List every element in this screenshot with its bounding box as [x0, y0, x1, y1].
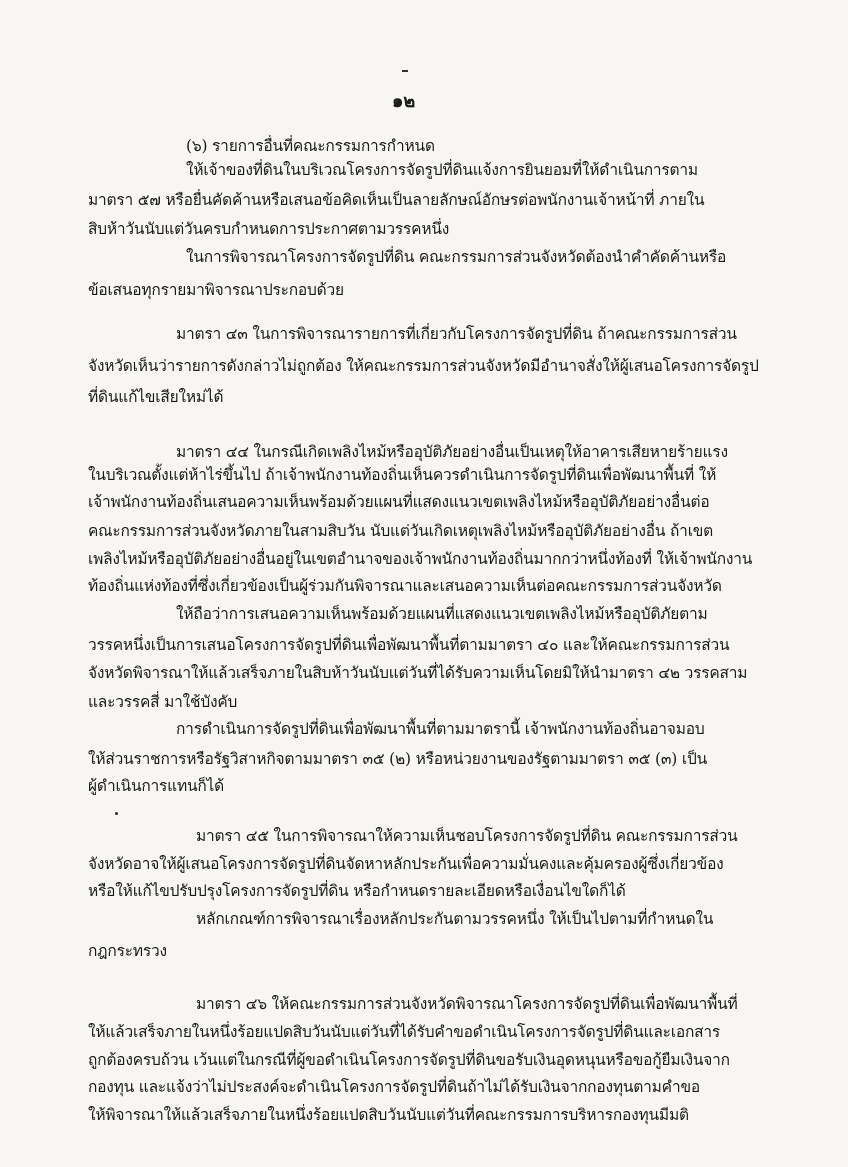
- section-44-line: ให้ส่วนราชการหรือรัฐวิสาหกิจตามมาตรา ๓๕ (๒) หรือหน่วยงานของรัฐตามมาตรา ๓๕ (๓) เป็น: [88, 750, 708, 768]
- scan-mark: [402, 70, 408, 72]
- section-46-line: ให้พิจารณาให้แล้วเสร็จภายในหนึ่งร้อยแปดสิบวันนับแต่วันที่คณะกรรมการบริหารกองทุนมีมติ: [88, 1106, 689, 1124]
- section-46-line: ให้แล้วเสร็จภายในหนึ่งร้อยแปดสิบวันนับแต่วันที่ได้รับคำขอดำเนินโครงการจัดรูปที่ดินและเอกสาร: [88, 1023, 721, 1041]
- list-item-6: (๖) รายการอื่นที่คณะกรรมการกำหนด: [186, 137, 435, 155]
- section-44-line: ในบริเวณตั้งแต่ห้าไร่ขึ้นไป ถ้าเจ้าพนักงานท้องถิ่นเห็นควรดำเนินการจัดรูปที่ดินเพื่อพัฒนาพื้นที่ ให้: [88, 466, 717, 484]
- section-44-line: วรรคหนึ่งเป็นการเสนอโครงการจัดรูปที่ดินเพื่อพัฒนาพื้นที่ตามมาตรา ๔๐ และให้คณะกรรมการส่วน: [88, 636, 730, 654]
- section-44-line: เพลิงไหม้หรืออุบัติภัยอย่างอื่นอยู่ในเขตอำนาจของเจ้าพนักงานท้องถิ่นมากกว่าหนึ่งท้องที่ ให้เจ้าพนักงาน: [88, 550, 753, 568]
- paragraph-line: สิบห้าวันนับแต่วันครบกำหนดการประกาศตามวรรคหนึ่ง: [88, 220, 450, 238]
- section-44-line: เจ้าพนักงานท้องถิ่นเสนอความเห็นพร้อมด้วยแผนที่แสดงแนวเขตเพลิงไหม้หรืออุบัติภัยอย่างอื่นต่อ: [88, 493, 710, 511]
- paragraph-line: มาตรา ๕๗ หรือยื่นคัดค้านหรือเสนอข้อคิดเห็นเป็นลายลักษณ์อักษรต่อพนักงานเจ้าหน้าที่ ภายใน: [88, 191, 705, 209]
- section-44-line: ผู้ดำเนินการแทนก็ได้: [88, 777, 225, 795]
- section-44-line: จังหวัดพิจารณาให้แล้วเสร็จภายในสิบห้าวันนับแต่วันที่ได้รับความเห็นโดยมิให้นำมาตรา ๔๒ วรรคสาม: [88, 664, 748, 682]
- section-43-line: ที่ดินแก้ไขเสียใหม่ได้: [88, 388, 224, 406]
- section-43-line: มาตรา ๔๓ ในการพิจารณารายการที่เกี่ยวกับโครงการจัดรูปที่ดิน ถ้าคณะกรรมการส่วน: [176, 325, 737, 343]
- section-45-line: หรือให้แก้ไขปรับปรุงโครงการจัดรูปที่ดิน หรือกำหนดรายละเอียดหรือเงื่อนไขใดก็ได้: [88, 882, 626, 900]
- section-46-line: ถูกต้องครบถ้วน เว้นแต่ในกรณีที่ผู้ขอดำเนินโครงการจัดรูปที่ดินขอรับเงินอุดหนุนหรือขอกู้ยืมเงินจาก: [88, 1051, 730, 1069]
- section-43-line: จังหวัดเห็นว่ารายการดังกล่าวไม่ถูกต้อง ให้คณะกรรมการส่วนจังหวัดมีอำนาจสั่งให้ผู้เสนอโครงการจัดรูป: [88, 357, 759, 375]
- section-45-line: มาตรา ๔๕ ในการพิจารณาให้ความเห็นชอบโครงการจัดรูปที่ดิน คณะกรรมการส่วน: [196, 827, 738, 845]
- scan-mark: [115, 812, 118, 815]
- section-44-line: คณะกรรมการส่วนจังหวัดภายในสามสิบวัน นับแต่วันเกิดเหตุเพลิงไหม้หรืออุบัติภัยอย่างอื่น ถ้าเขต: [88, 522, 714, 540]
- section-45-line: กฎกระทรวง: [88, 942, 167, 960]
- paragraph-line: ข้อเสนอทุกรายมาพิจารณาประกอบด้วย: [88, 281, 344, 299]
- section-44-line: มาตรา ๔๔ ในกรณีเกิดเพลิงไหม้หรืออุบัติภัยอย่างอื่นเป็นเหตุให้อาคารเสียหายร้ายแรง: [176, 443, 728, 461]
- page-number: ๑๒: [392, 91, 416, 112]
- section-46-line: มาตรา ๔๖ ให้คณะกรรมการส่วนจังหวัดพิจารณาโครงการจัดรูปที่ดินเพื่อพัฒนาพื้นที่: [196, 995, 738, 1013]
- section-44-line: ให้ถือว่าการเสนอความเห็นพร้อมด้วยแผนที่แสดงแนวเขตเพลิงไหม้หรืออุบัติภัยตาม: [176, 605, 708, 623]
- section-44-line: และวรรคสี่ มาใช้บังคับ: [88, 693, 238, 711]
- section-45-line: หลักเกณฑ์การพิจารณาเรื่องหลักประกันตามวรรคหนึ่ง ให้เป็นไปตามที่กำหนดใน: [196, 910, 714, 928]
- paragraph-line: ให้เจ้าของที่ดินในบริเวณโครงการจัดรูปที่ดินแจ้งการยินยอมที่ให้ดำเนินการตาม: [186, 161, 698, 179]
- paragraph-line: ในการพิจารณาโครงการจัดรูปที่ดิน คณะกรรมการส่วนจังหวัดต้องนำคำคัดค้านหรือ: [186, 248, 727, 266]
- section-44-line: ท้องถิ่นแห่งท้องที่ซึ่งเกี่ยวข้องเป็นผู้ร่วมกันพิจารณาและเสนอความเห็นต่อคณะกรรมการส่วนจังหวัด: [88, 577, 722, 595]
- section-45-line: จังหวัดอาจให้ผู้เสนอโครงการจัดรูปที่ดินจัดหาหลักประกันเพื่อความมั่นคงและคุ้มครองผู้ซึ่งเกี่ยวข้อง: [88, 855, 724, 873]
- section-44-line: การดำเนินการจัดรูปที่ดินเพื่อพัฒนาพื้นที่ตามมาตรานี้ เจ้าพนักงานท้องถิ่นอาจมอบ: [176, 720, 705, 738]
- section-46-line: กองทุน และแจ้งว่าไม่ประสงค์จะดำเนินโครงการจัดรูปที่ดินถ้าไม่ได้รับเงินจากกองทุนตามคำขอ: [88, 1078, 701, 1096]
